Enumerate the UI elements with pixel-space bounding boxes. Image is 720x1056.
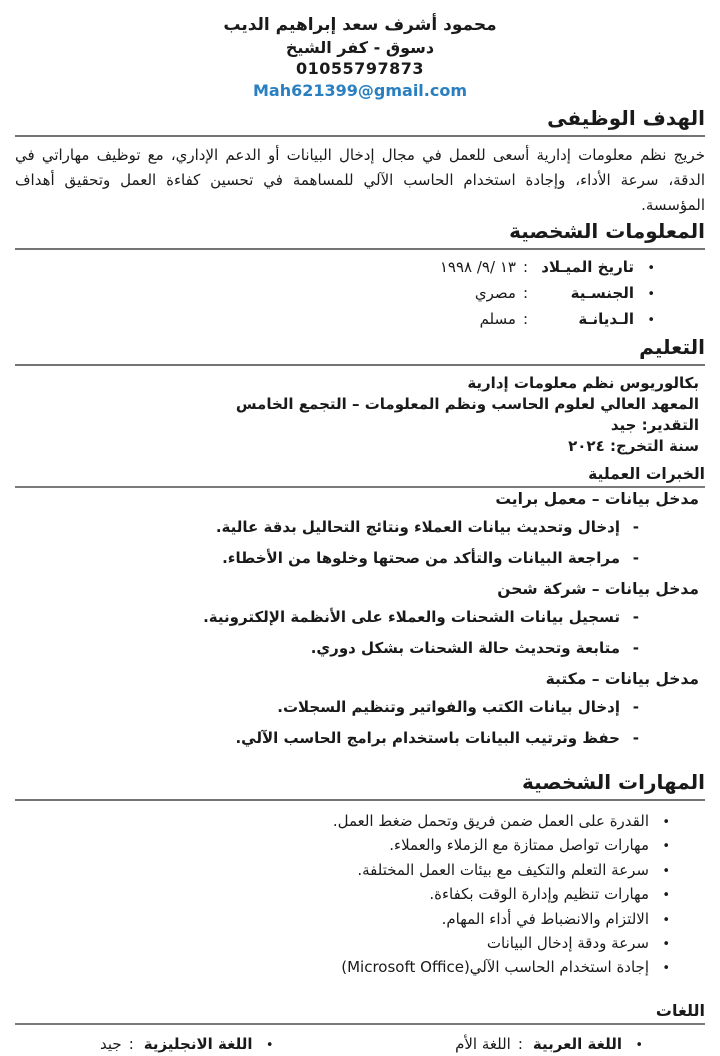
person-name: محمود أشرف سعد إبراهيم الديب: [223, 15, 497, 35]
bullet-icon: •: [265, 1037, 274, 1053]
info-value: ١٣ /٩/ ١٩٩٨: [439, 258, 516, 276]
bullet-icon: •: [635, 1037, 643, 1053]
experience-title: الخبرات العملية: [15, 464, 705, 488]
colon-separator: :: [522, 258, 528, 276]
education-institute: المعهد العالي لعلوم الحاسب ونظم المعلومات – التجمع الخامس: [235, 395, 699, 413]
language-level: اللغة الأم: [455, 1034, 511, 1053]
education-grade: التقدير: جيد: [610, 416, 699, 434]
bullet-icon: •: [662, 863, 670, 879]
section-objective: [15, 105, 705, 218]
bullet-icon: •: [647, 313, 655, 328]
section-personal-info: [15, 218, 705, 333]
bullet-icon: •: [647, 287, 655, 302]
skill-text: القدرة على العمل ضمن فريق وتحمل ضغط العمل.: [332, 812, 649, 830]
colon-separator: :: [517, 1034, 523, 1053]
language-english: [100, 1034, 274, 1056]
list-item: [15, 281, 655, 307]
person-address: دسوق - كفر الشيخ: [285, 38, 435, 57]
colon-separator: :: [522, 284, 528, 302]
list-item: [15, 932, 670, 956]
bullet-icon: •: [662, 937, 670, 953]
education-details: [15, 373, 705, 457]
list-item: [15, 956, 670, 980]
duty-text: إدخال بيانات الكتب والفواتير وتنظيم السجلات.: [277, 698, 620, 716]
job-heading: مدخل بيانات – مكتبة: [545, 670, 699, 688]
duty-text: حفظ وترتيب البيانات باستخدام برامج الحاسب الآلي.: [235, 729, 620, 747]
list-item: [15, 697, 639, 718]
bullet-icon: •: [662, 912, 670, 928]
language-arabic: [455, 1034, 643, 1056]
skill-text: سرعة ودقة إدخال البيانات: [486, 934, 649, 953]
section-experience: [15, 464, 705, 749]
job-duties-list: [15, 607, 705, 659]
education-degree: بكالوريوس نظم معلومات إدارية: [467, 374, 699, 392]
personal-info-list: [15, 255, 705, 333]
dash-bullet-icon: -: [632, 518, 639, 536]
job-heading: مدخل بيانات – معمل برايت: [495, 490, 699, 508]
list-item: [15, 859, 670, 883]
job-duties-list: [15, 697, 705, 749]
dash-bullet-icon: -: [632, 698, 639, 716]
personal-info-title: المعلومات الشخصية: [15, 218, 705, 250]
objective-text: خريج نظم معلومات إدارية أسعى للعمل في مجال إدخال البيانات أو الدعم الإداري، مع توظيف مهاراتي في الدقة، سرعة الأداء، وإجادة استخدام الحاسب الآلي للمساهمة في تحسين كفاءة العمل وتحقيق أهداف المؤسسة.: [15, 146, 705, 214]
dash-bullet-icon: -: [632, 729, 639, 747]
list-item: [15, 638, 639, 659]
duty-text: إدخال وتحديث بيانات العملاء ونتائج التحاليل بدقة عالية.: [215, 518, 620, 536]
list-item: [15, 728, 639, 749]
dash-bullet-icon: -: [632, 549, 639, 567]
list-item: [15, 810, 670, 834]
list-item: [15, 548, 639, 569]
education-title: التعليم: [15, 334, 705, 366]
skill-text: سرعة التعلم والتكيف مع بيئات العمل المختلفة.: [357, 860, 649, 879]
section-skills: [15, 769, 705, 981]
colon-separator: :: [128, 1034, 134, 1053]
skill-text: الالتزام والانضباط في أداء المهام.: [441, 909, 649, 928]
bullet-icon: •: [662, 888, 670, 904]
dash-bullet-icon: -: [632, 608, 639, 626]
language-level: جيد: [100, 1034, 122, 1053]
objective-title: الهدف الوظيفى: [15, 105, 705, 137]
list-item: [15, 517, 639, 538]
skill-text: مهارات تواصل ممتازة مع الزملاء والعملاء.: [389, 836, 649, 855]
contact-header: [15, 13, 705, 102]
duty-text: مراجعة البيانات والتأكد من صحتها وخلوها من الأخطاء.: [222, 549, 620, 567]
info-label: الجنسـية: [570, 284, 634, 302]
skill-text: مهارات تنظيم وإدارة الوقت بكفاءة.: [429, 885, 649, 904]
person-phone: 01055797873: [296, 59, 424, 78]
info-value: مسلم: [479, 310, 516, 328]
job-heading: مدخل بيانات – شركة شحن: [497, 580, 699, 598]
skills-title: المهارات الشخصية: [15, 769, 705, 801]
list-item: [15, 255, 655, 281]
language-label: اللغة العربية: [532, 1034, 622, 1053]
list-item: [15, 834, 670, 858]
info-label: الـديانـة: [578, 310, 634, 328]
bullet-icon: •: [662, 815, 670, 830]
bullet-icon: •: [647, 261, 655, 276]
duty-text: متابعة وتحديث حالة الشحنات بشكل دوري.: [310, 639, 620, 657]
person-email-link[interactable]: Mah621399@gmail.com: [252, 81, 468, 100]
job-duties-list: [15, 517, 705, 569]
bullet-icon: •: [662, 961, 670, 977]
dash-bullet-icon: -: [632, 639, 639, 657]
colon-separator: :: [522, 310, 528, 328]
duty-text: تسجيل بيانات الشحنات والعملاء على الأنظمة الإلكترونية.: [203, 608, 620, 626]
list-item: [15, 607, 639, 628]
languages-title: اللغات: [15, 1000, 705, 1025]
education-grad-year: سنة التخرج: ٢٠٢٤: [568, 437, 699, 455]
languages-row: [15, 1034, 705, 1056]
list-item: [15, 307, 655, 333]
skill-text: إجادة استخدام الحاسب الآلي(Microsoft Office): [341, 958, 649, 977]
list-item: [15, 883, 670, 907]
info-value: مصري: [474, 284, 516, 302]
list-item: [15, 908, 670, 932]
bullet-icon: •: [662, 839, 670, 855]
section-languages: [15, 1000, 705, 1056]
section-education: [15, 334, 705, 457]
skills-list: [15, 810, 705, 981]
info-label: تاريخ الميـلاد: [541, 258, 634, 276]
language-label: اللغة الانجليزية: [143, 1034, 253, 1053]
